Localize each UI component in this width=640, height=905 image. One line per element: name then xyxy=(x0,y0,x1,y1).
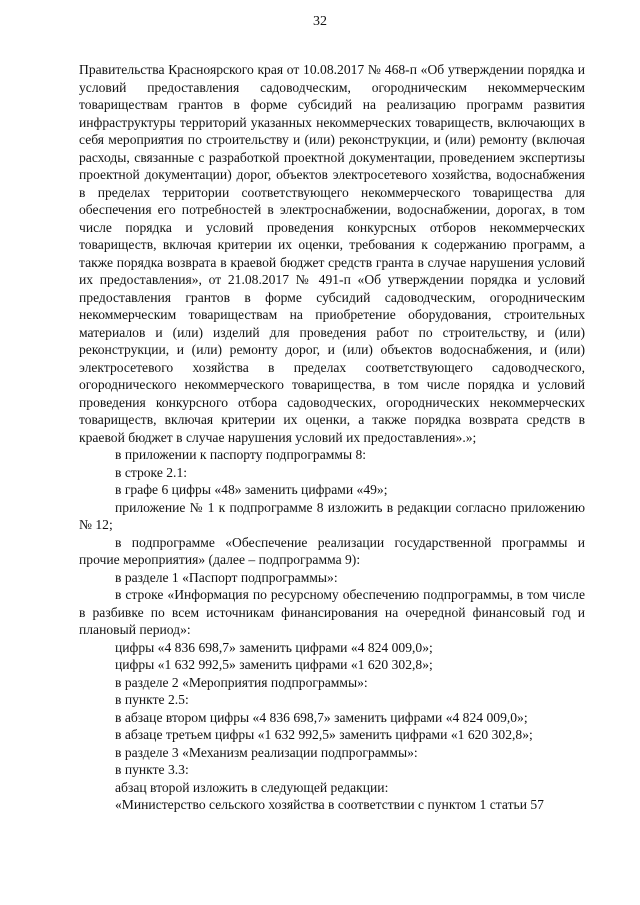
paragraph: в пункте 2.5: xyxy=(115,692,189,707)
paragraph-continuation: Правительства Красноярского края от 10.08.2017 № 468-п «Об утверждении порядка и условий предоставления садоводческим, огородническим некоммерческим товариществам грантов в форме субсидий на реализацию программ развития инфраструктуры территорий указанных некоммерческих товариществ, включающих в себя мероприятия по строительству и (или) реконструкции, и (или) ремонту (включая расходы, связанные с разработкой проектной документации, проведением экспертизы проектной документации) дорог, объектов электросетевого хозяйства, водоснабжения в пределах территории соответствующего некоммерческого товарищества для обеспечения его потребностей в электроснабжении, водоснабжении, дорогах, в том числе порядка и условий проведения конкурсных отборов некоммерческих товариществ, включая критерии их оценки, требования к содержанию программ, а также порядка возврата в краевой бюджет средств гранта в случае нарушения условий их предоставления», от 21.08.2017 № 491-п «Об утверждении порядка и условий предоставления грантов в форме субсидий садоводческим, огородническим некоммерческим товариществам на приобретение оборудования, строительных материалов и (или) изделий для проведения работ по строительству, и (или) реконструкции, и (или) ремонту дорог, и (или) объектов водоснабжения, и (или) электросетевого хозяйства в пределах соответствующего садоводческого, огороднического некоммерческого товарищества, в том числе порядка и условий проведения конкурсного отбора садоводческих, огороднических некоммерческих товариществ, включая критерии их оценки, а также порядка возврата средств в краевой бюджет в случае нарушения условий их предоставления».»; xyxy=(79,62,585,445)
paragraph: в подпрограмме «Обеспечение реализации государственной программы и прочие мероприятия» (далее – подпрограмма 9): xyxy=(79,534,585,567)
document-body xyxy=(79,61,585,814)
page-number: 32 xyxy=(313,14,327,29)
paragraph: цифры «4 836 698,7» заменить цифрами «4 824 009,0»; xyxy=(115,639,433,655)
paragraph: в строке 2.1: xyxy=(115,464,188,480)
paragraph: цифры «1 632 992,5» заменить цифрами «1 620 302,8»; xyxy=(115,657,433,672)
paragraph: в абзаце третьем цифры «1 632 992,5» заменить цифрами «1 620 302,8»; xyxy=(115,727,533,742)
paragraph: «Министерство сельского хозяйства в соответствии с пунктом 1 статьи 57 xyxy=(115,797,544,812)
paragraph: приложение № 1 к подпрограмме 8 изложить в редакции согласно приложению № 12; xyxy=(79,499,585,532)
paragraph: в пункте 3.3: xyxy=(115,762,189,777)
paragraph: в графе 6 цифры «48» заменить цифрами «49»; xyxy=(115,482,388,497)
paragraph: в разделе 3 «Механизм реализации подпрограммы»: xyxy=(115,744,418,760)
paragraph: в абзаце втором цифры «4 836 698,7» заменить цифрами «4 824 009,0»; xyxy=(115,709,528,725)
paragraph: в приложении к паспорту подпрограммы 8: xyxy=(115,447,367,462)
paragraph: в строке «Информация по ресурсному обеспечению подпрограммы, в том числе в разбивке по всем источникам финансирования на очередной финансовый год и плановый период»: xyxy=(79,587,585,637)
paragraph: в разделе 2 «Мероприятия подпрограммы»: xyxy=(115,674,368,690)
paragraph: абзац второй изложить в следующей редакции: xyxy=(115,779,389,795)
paragraph: в разделе 1 «Паспорт подпрограммы»: xyxy=(115,569,338,585)
